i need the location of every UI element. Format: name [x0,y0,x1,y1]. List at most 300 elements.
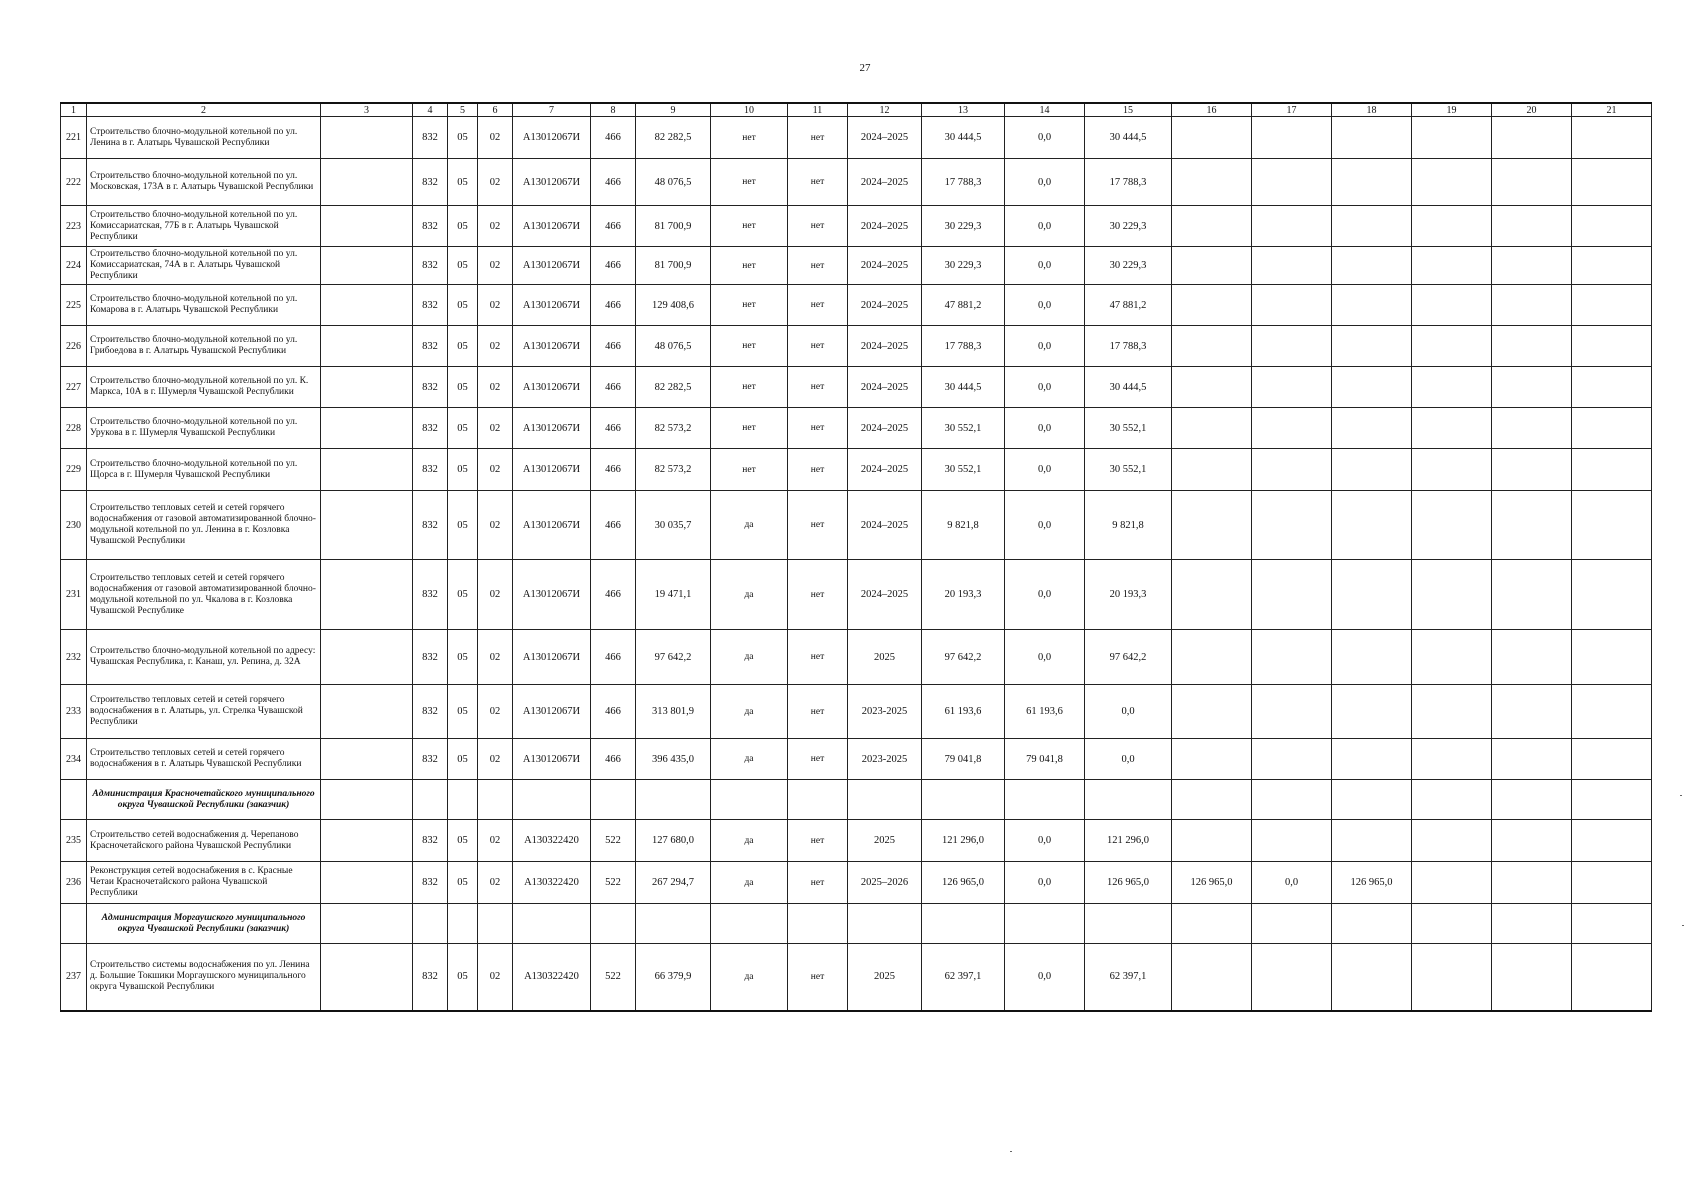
cell-col-8 [591,780,636,820]
cell-col-6 [478,904,513,944]
cell-col-21 [1572,862,1652,904]
cell-col-20 [1492,367,1572,408]
cell-col-18 [1332,630,1412,685]
cell-col-15: 47 881,2 [1085,285,1172,326]
cell-col-19 [1412,367,1492,408]
object-name-cell: Строительство блочно-модульной котельной по ул. Ленина в г. Алатырь Чувашской Республики [87,117,321,159]
cell-col-16 [1172,206,1252,247]
cell-col-5: 05 [448,739,478,780]
cell-col-13: 30 444,5 [922,117,1005,159]
column-header-17: 17 [1252,103,1332,117]
cell-col-21 [1572,820,1652,862]
cell-col-13: 20 193,3 [922,560,1005,630]
cell-col-9: 82 282,5 [636,367,711,408]
row-number-cell: 230 [61,491,87,560]
cell-col-4: 832 [413,159,448,206]
table-row [61,944,1652,1011]
cell-col-12: 2025 [848,820,922,862]
cell-col-10: да [711,630,788,685]
cell-col-11: нет [788,491,848,560]
cell-col-7: А13012067И [513,326,591,367]
column-header-8: 8 [591,103,636,117]
cell-col-11: нет [788,206,848,247]
cell-col-14: 0,0 [1005,630,1085,685]
cell-col-20 [1492,159,1572,206]
cell-col-12: 2024–2025 [848,206,922,247]
table-row [61,326,1652,367]
cell-col-19 [1412,780,1492,820]
cell-col-5: 05 [448,408,478,449]
cell-col-19 [1412,739,1492,780]
column-header-16: 16 [1172,103,1252,117]
row-number-cell: 235 [61,820,87,862]
cell-col-16 [1172,285,1252,326]
cell-col-7 [513,780,591,820]
cell-col-8: 522 [591,862,636,904]
cell-col-16 [1172,944,1252,1011]
cell-col-4: 832 [413,117,448,159]
table-row [61,560,1652,630]
cell-col-6: 02 [478,326,513,367]
cell-col-18 [1332,780,1412,820]
section-header-row [61,904,1652,944]
cell-col-4: 832 [413,247,448,285]
cell-col-5: 05 [448,820,478,862]
table-row [61,367,1652,408]
cell-col-14: 0,0 [1005,326,1085,367]
row-number-cell: 222 [61,159,87,206]
object-name-cell: Строительство блочно-модульной котельной по адресу: Чувашская Республика, г. Канаш, ул. Репина, д. 32А [87,630,321,685]
cell-col-3 [321,117,413,159]
cell-col-10 [711,780,788,820]
object-name-cell: Администрация Красночетайского муниципального округа Чувашской Республики (заказчик) [87,780,321,820]
object-name-cell: Строительство тепловых сетей и сетей горячего водоснабжения в г. Алатырь Чувашской Республики [87,739,321,780]
cell-col-18: 126 965,0 [1332,862,1412,904]
cell-col-10: да [711,739,788,780]
cell-col-17 [1252,944,1332,1011]
cell-col-12 [848,904,922,944]
cell-col-9: 82 282,5 [636,117,711,159]
cell-col-17 [1252,780,1332,820]
row-number-cell: 229 [61,449,87,491]
cell-col-4: 832 [413,820,448,862]
cell-col-20 [1492,491,1572,560]
row-number-cell: 221 [61,117,87,159]
cell-col-21 [1572,408,1652,449]
row-number-cell: 224 [61,247,87,285]
object-name-cell: Строительство сетей водоснабжения д. Черепаново Красночетайского района Чувашской Республики [87,820,321,862]
cell-col-7: А13012067И [513,159,591,206]
cell-col-14: 0,0 [1005,820,1085,862]
cell-col-3 [321,247,413,285]
cell-col-5: 05 [448,285,478,326]
cell-col-20 [1492,560,1572,630]
scan-speck [1010,1151,1012,1152]
column-header-14: 14 [1005,103,1085,117]
table-row [61,685,1652,739]
cell-col-4: 832 [413,206,448,247]
cell-col-7: А13012067И [513,630,591,685]
cell-col-17 [1252,739,1332,780]
cell-col-18 [1332,904,1412,944]
cell-col-12: 2024–2025 [848,117,922,159]
cell-col-18 [1332,560,1412,630]
object-name-cell: Реконструкция сетей водоснабжения в с. Красные Четаи Красночетайского района Чувашской Республики [87,862,321,904]
cell-col-16 [1172,630,1252,685]
cell-col-11: нет [788,560,848,630]
cell-col-15: 9 821,8 [1085,491,1172,560]
cell-col-5: 05 [448,206,478,247]
cell-col-5: 05 [448,449,478,491]
cell-col-16 [1172,247,1252,285]
cell-col-20 [1492,408,1572,449]
cell-col-13: 9 821,8 [922,491,1005,560]
cell-col-19 [1412,408,1492,449]
cell-col-18 [1332,944,1412,1011]
cell-col-6 [478,780,513,820]
cell-col-20 [1492,685,1572,739]
cell-col-13: 97 642,2 [922,630,1005,685]
cell-col-3 [321,491,413,560]
table-row [61,449,1652,491]
object-name-cell: Администрация Моргаушского муниципального округа Чувашской Республики (заказчик) [87,904,321,944]
cell-col-18 [1332,326,1412,367]
cell-col-6: 02 [478,560,513,630]
cell-col-14: 0,0 [1005,285,1085,326]
cell-col-16 [1172,491,1252,560]
column-header-1: 1 [61,103,87,117]
cell-col-3 [321,326,413,367]
cell-col-5 [448,904,478,944]
cell-col-4: 832 [413,408,448,449]
cell-col-4: 832 [413,944,448,1011]
cell-col-7 [513,904,591,944]
cell-col-19 [1412,449,1492,491]
cell-col-6: 02 [478,285,513,326]
cell-col-6: 02 [478,247,513,285]
cell-col-15: 30 229,3 [1085,206,1172,247]
cell-col-18 [1332,739,1412,780]
cell-col-19 [1412,247,1492,285]
cell-col-10: нет [711,117,788,159]
cell-col-5: 05 [448,944,478,1011]
cell-col-9 [636,780,711,820]
cell-col-3 [321,285,413,326]
cell-col-15: 30 552,1 [1085,449,1172,491]
cell-col-8 [591,904,636,944]
table-row [61,117,1652,159]
cell-col-10: да [711,491,788,560]
cell-col-14: 0,0 [1005,206,1085,247]
cell-col-16 [1172,408,1252,449]
cell-col-16 [1172,159,1252,206]
cell-col-10: нет [711,285,788,326]
cell-col-12: 2025–2026 [848,862,922,904]
cell-col-15: 30 444,5 [1085,367,1172,408]
cell-col-7: А13012067И [513,206,591,247]
cell-col-19 [1412,862,1492,904]
column-header-13: 13 [922,103,1005,117]
table-row [61,820,1652,862]
cell-col-9: 129 408,6 [636,285,711,326]
cell-col-21 [1572,630,1652,685]
column-header-9: 9 [636,103,711,117]
cell-col-11: нет [788,408,848,449]
cell-col-8: 466 [591,408,636,449]
cell-col-18 [1332,685,1412,739]
cell-col-10: да [711,560,788,630]
cell-col-18 [1332,159,1412,206]
cell-col-15 [1085,904,1172,944]
cell-col-15: 97 642,2 [1085,630,1172,685]
cell-col-19 [1412,159,1492,206]
cell-col-9: 267 294,7 [636,862,711,904]
object-name-cell: Строительство блочно-модульной котельной по ул. Щорса в г. Шумерля Чувашской Республики [87,449,321,491]
cell-col-13 [922,780,1005,820]
cell-col-21 [1572,367,1652,408]
cell-col-6: 02 [478,159,513,206]
cell-col-11: нет [788,247,848,285]
column-header-18: 18 [1332,103,1412,117]
cell-col-21 [1572,159,1652,206]
cell-col-21 [1572,944,1652,1011]
cell-col-11: нет [788,326,848,367]
cell-col-10: да [711,685,788,739]
cell-col-6: 02 [478,367,513,408]
cell-col-13: 121 296,0 [922,820,1005,862]
cell-col-3 [321,739,413,780]
cell-col-12: 2024–2025 [848,285,922,326]
object-name-cell: Строительство блочно-модульной котельной по ул. Грибоедова в г. Алатырь Чувашской Республики [87,326,321,367]
cell-col-12: 2024–2025 [848,159,922,206]
object-name-cell: Строительство блочно-модульной котельной по ул. Урукова в г. Шумерля Чувашской Республики [87,408,321,449]
cell-col-9: 30 035,7 [636,491,711,560]
cell-col-8: 466 [591,285,636,326]
cell-col-8: 466 [591,117,636,159]
cell-col-16 [1172,739,1252,780]
object-name-cell: Строительство тепловых сетей и сетей горячего водоснабжения в г. Алатырь, ул. Стрелка Чувашской Республики [87,685,321,739]
cell-col-7: А13012067И [513,285,591,326]
cell-col-9: 48 076,5 [636,159,711,206]
cell-col-20 [1492,904,1572,944]
cell-col-6: 02 [478,206,513,247]
cell-col-21 [1572,560,1652,630]
cell-col-10: нет [711,408,788,449]
cell-col-7: А13012067И [513,247,591,285]
cell-col-16 [1172,326,1252,367]
cell-col-7: А13012067И [513,408,591,449]
cell-col-4: 832 [413,560,448,630]
cell-col-3 [321,206,413,247]
cell-col-11: нет [788,739,848,780]
cell-col-7: А130322420 [513,862,591,904]
cell-col-21 [1572,285,1652,326]
cell-col-21 [1572,247,1652,285]
cell-col-17 [1252,367,1332,408]
cell-col-3 [321,862,413,904]
cell-col-15: 0,0 [1085,739,1172,780]
cell-col-8: 466 [591,739,636,780]
cell-col-18 [1332,206,1412,247]
cell-col-8: 466 [591,206,636,247]
cell-col-21 [1572,449,1652,491]
cell-col-5: 05 [448,367,478,408]
cell-col-17 [1252,408,1332,449]
cell-col-8: 466 [591,491,636,560]
cell-col-10 [711,904,788,944]
cell-col-8: 466 [591,449,636,491]
cell-col-6: 02 [478,491,513,560]
cell-col-13: 30 229,3 [922,247,1005,285]
cell-col-17 [1252,491,1332,560]
object-name-cell: Строительство блочно-модульной котельной по ул. К. Маркса, 10А в г. Шумерля Чувашской Республики [87,367,321,408]
cell-col-11: нет [788,862,848,904]
cell-col-13: 30 444,5 [922,367,1005,408]
cell-col-12: 2025 [848,630,922,685]
table-row [61,247,1652,285]
cell-col-7: А13012067И [513,367,591,408]
cell-col-14 [1005,904,1085,944]
scan-speck [1682,925,1684,926]
cell-col-21 [1572,206,1652,247]
cell-col-4 [413,904,448,944]
cell-col-11 [788,904,848,944]
cell-col-12: 2024–2025 [848,408,922,449]
scan-speck [1680,795,1682,796]
cell-col-10: да [711,944,788,1011]
cell-col-5: 05 [448,862,478,904]
cell-col-19 [1412,820,1492,862]
cell-col-9: 81 700,9 [636,247,711,285]
cell-col-19 [1412,904,1492,944]
cell-col-7: А130322420 [513,944,591,1011]
cell-col-3 [321,685,413,739]
cell-col-19 [1412,560,1492,630]
row-number-cell: 233 [61,685,87,739]
cell-col-15: 62 397,1 [1085,944,1172,1011]
cell-col-12: 2024–2025 [848,247,922,285]
cell-col-18 [1332,491,1412,560]
cell-col-16 [1172,117,1252,159]
row-number-cell [61,904,87,944]
construction-objects-table [60,102,1652,1012]
column-header-12: 12 [848,103,922,117]
cell-col-3 [321,408,413,449]
cell-col-16: 126 965,0 [1172,862,1252,904]
cell-col-17 [1252,560,1332,630]
cell-col-9: 66 379,9 [636,944,711,1011]
row-number-cell: 225 [61,285,87,326]
cell-col-4: 832 [413,491,448,560]
object-name-cell: Строительство блочно-модульной котельной по ул. Московская, 173А в г. Алатырь Чувашской Республики [87,159,321,206]
cell-col-15: 126 965,0 [1085,862,1172,904]
cell-col-14: 0,0 [1005,449,1085,491]
cell-col-5: 05 [448,117,478,159]
cell-col-21 [1572,904,1652,944]
cell-col-19 [1412,206,1492,247]
cell-col-15: 17 788,3 [1085,326,1172,367]
cell-col-20 [1492,820,1572,862]
cell-col-9: 127 680,0 [636,820,711,862]
cell-col-13: 126 965,0 [922,862,1005,904]
cell-col-15 [1085,780,1172,820]
cell-col-10: да [711,862,788,904]
cell-col-9: 82 573,2 [636,408,711,449]
cell-col-17 [1252,326,1332,367]
cell-col-5 [448,780,478,820]
cell-col-4: 832 [413,862,448,904]
cell-col-17 [1252,159,1332,206]
cell-col-9: 97 642,2 [636,630,711,685]
cell-col-13: 30 552,1 [922,408,1005,449]
cell-col-4: 832 [413,285,448,326]
cell-col-20 [1492,630,1572,685]
cell-col-15: 30 444,5 [1085,117,1172,159]
cell-col-15: 30 229,3 [1085,247,1172,285]
cell-col-10: нет [711,159,788,206]
cell-col-8: 466 [591,367,636,408]
table-row [61,491,1652,560]
cell-col-13: 62 397,1 [922,944,1005,1011]
cell-col-15: 0,0 [1085,685,1172,739]
cell-col-20 [1492,739,1572,780]
page-number: 27 [859,62,871,74]
cell-col-6: 02 [478,944,513,1011]
cell-col-15: 20 193,3 [1085,560,1172,630]
cell-col-12: 2023-2025 [848,739,922,780]
cell-col-16 [1172,780,1252,820]
table-row [61,739,1652,780]
table-row [61,206,1652,247]
cell-col-4: 832 [413,326,448,367]
cell-col-7: А13012067И [513,117,591,159]
cell-col-18 [1332,247,1412,285]
cell-col-17 [1252,904,1332,944]
object-name-cell: Строительство блочно-модульной котельной по ул. Комарова в г. Алатырь Чувашской Республики [87,285,321,326]
cell-col-14: 79 041,8 [1005,739,1085,780]
cell-col-15: 121 296,0 [1085,820,1172,862]
cell-col-10: нет [711,326,788,367]
cell-col-4 [413,780,448,820]
cell-col-14: 0,0 [1005,247,1085,285]
column-header-3: 3 [321,103,413,117]
column-header-4: 4 [413,103,448,117]
cell-col-8: 466 [591,685,636,739]
cell-col-4: 832 [413,630,448,685]
table-row [61,630,1652,685]
cell-col-7: А130322420 [513,820,591,862]
cell-col-16 [1172,367,1252,408]
cell-col-8: 466 [591,159,636,206]
cell-col-14: 61 193,6 [1005,685,1085,739]
cell-col-21 [1572,685,1652,739]
cell-col-7: А13012067И [513,560,591,630]
cell-col-6: 02 [478,739,513,780]
cell-col-9: 396 435,0 [636,739,711,780]
row-number-cell: 228 [61,408,87,449]
cell-col-5: 05 [448,326,478,367]
cell-col-16 [1172,904,1252,944]
column-number-header-row [61,103,1652,117]
object-name-cell: Строительство блочно-модульной котельной по ул. Комиссариатская, 74А в г. Алатырь Чувашской Республики [87,247,321,285]
cell-col-18 [1332,367,1412,408]
cell-col-18 [1332,408,1412,449]
column-header-7: 7 [513,103,591,117]
cell-col-3 [321,560,413,630]
cell-col-6: 02 [478,862,513,904]
cell-col-16 [1172,685,1252,739]
cell-col-21 [1572,491,1652,560]
